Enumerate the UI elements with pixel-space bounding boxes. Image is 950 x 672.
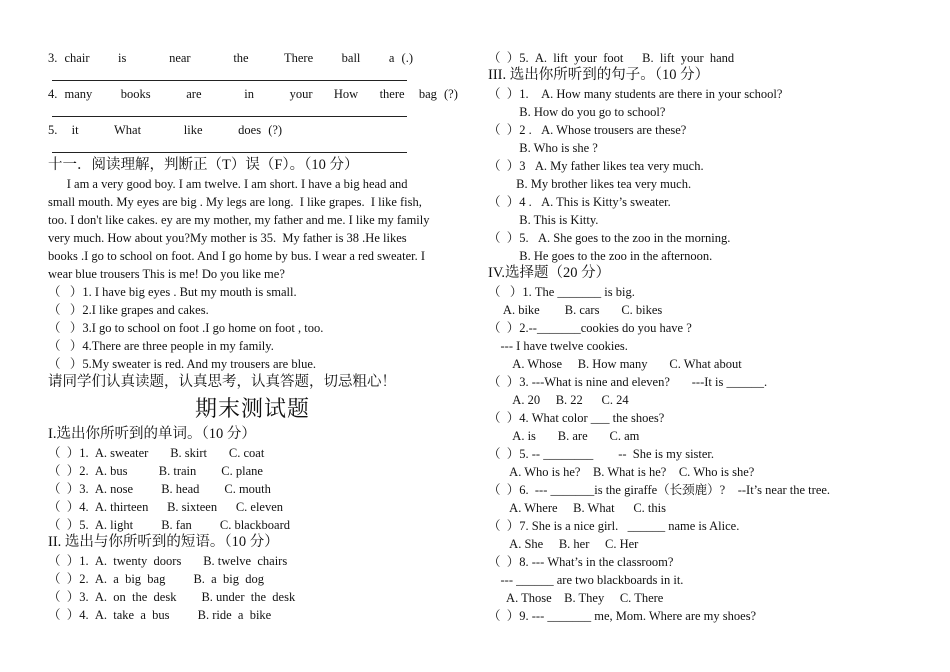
exam-title: 期末测试题 (195, 396, 311, 421)
section3-item[interactable]: （ ）3 A. My father likes tea very much. (488, 159, 704, 173)
section4-dialogue: --- ______ are two blackboards in it. (488, 573, 684, 587)
judgement-item[interactable]: （ ）4.There are three people in my family. (48, 339, 274, 353)
reorder-question-5: 5. it What like does (?) (48, 123, 283, 137)
section4-item[interactable]: （ ）8. --- What’s in the classroom? (488, 555, 674, 569)
section3-item[interactable]: （ ）5. A. She goes to the zoo in the morning. (488, 231, 731, 245)
section4-item[interactable]: （ ）3. ---What is nine and eleven? ---It is ______. (488, 375, 768, 389)
passage-line: books .I go to school on foot. And I go home by bus. I wear a red sweater. I (48, 249, 426, 263)
section4-item[interactable]: （ ）4. What color ___ the shoes? (488, 411, 665, 425)
section4-item[interactable]: （ ）6. --- _______is the giraffe（长颈鹿）? --It’s near the tree. (488, 483, 831, 497)
section2-item[interactable]: （ ）3. A. on the desk B. under the desk (48, 590, 296, 604)
section4-item[interactable]: （ ）1. The _______ is big. (488, 285, 635, 299)
passage-line: very much. How about you?My mother is 35. My father is 38 .He likes (48, 231, 407, 245)
section4-heading: IV.选择题（20 分） (488, 265, 611, 281)
section1-item[interactable]: （ ）3. A. nose B. head C. mouth (48, 482, 271, 496)
section2-heading: II. 选出与你所听到的短语。（10 分） (48, 534, 279, 550)
section4-item[interactable]: （ ）9. --- _______ me, Mom. Where are my shoes? (488, 609, 757, 623)
section2-item[interactable]: （ ）4. A. take a bus B. ride a bike (48, 608, 272, 622)
answer-line[interactable] (52, 152, 407, 153)
judgement-item[interactable]: （ ）5.My sweater is red. And my trousers are blue. (48, 357, 316, 371)
section2-item[interactable]: （ ）5. A. lift your foot B. lift your hand (488, 51, 735, 65)
passage-line: I am a very good boy. I am twelve. I am short. I have a big head and (48, 177, 408, 191)
section4-options: A. Who is he? B. What is he? C. Who is she? (488, 465, 755, 479)
judgement-item[interactable]: （ ）3.I go to school on foot .I go home on foot , too. (48, 321, 324, 335)
passage-line: wear blue trousers This is me! Do you like me? (48, 267, 285, 281)
section1-item[interactable]: （ ）1. A. sweater B. skirt C. coat (48, 446, 265, 460)
section4-options: A. Where B. What C. this (488, 501, 666, 515)
section4-options: A. bike B. cars C. bikes (488, 303, 663, 317)
section3-option: B. Who is she ? (488, 141, 598, 155)
section3-item[interactable]: （ ）1. A. How many students are there in your school? (488, 87, 783, 101)
section4-item[interactable]: （ ）7. She is a nice girl. ______ name is Alice. (488, 519, 740, 533)
section2-item[interactable]: （ ）1. A. twenty doors B. twelve chairs (48, 554, 288, 568)
section1-heading: I.选出你所听到的单词。（10 分） (48, 426, 256, 442)
reorder-question-4: 4. many books are in your How there bag (?) (48, 87, 458, 101)
section4-options: A. She B. her C. Her (488, 537, 639, 551)
section4-item[interactable]: （ ）2.--_______cookies do you have ? (488, 321, 692, 335)
answer-line[interactable] (52, 116, 407, 117)
answer-line[interactable] (52, 80, 407, 81)
reorder-question-3: 3. chair is near the There ball a (.) (48, 51, 414, 65)
passage-line: small mouth. My eyes are big . My legs are long. I like grapes. I like fish, (48, 195, 422, 209)
section1-item[interactable]: （ ）5. A. light B. fan C. blackboard (48, 518, 290, 532)
section4-options: A. Those B. They C. There (488, 591, 664, 605)
section4-dialogue: --- I have twelve cookies. (488, 339, 628, 353)
reminder-text: 请同学们认真读题，认真思考，认真答题，切忌粗心！ (48, 374, 396, 390)
section3-option: B. How do you go to school? (488, 105, 666, 119)
section3-heading: III. 选出你所听到的句子。（10 分） (488, 67, 710, 83)
section3-option: B. My brother likes tea very much. (488, 177, 692, 191)
passage-line: too. I don't like cakes. ey are my mother, my father and me. I like my family (48, 213, 430, 227)
section4-options: A. is B. are C. am (488, 429, 640, 443)
section1-item[interactable]: （ ）4. A. thirteen B. sixteen C. eleven (48, 500, 284, 514)
section1-item[interactable]: （ ）2. A. bus B. train C. plane (48, 464, 263, 478)
judgement-item[interactable]: （ ）1. I have big eyes . But my mouth is small. (48, 285, 297, 299)
section3-item[interactable]: （ ）2 . A. Whose trousers are these? (488, 123, 687, 137)
section4-item[interactable]: （ ）5. -- ________ -- She is my sister. (488, 447, 715, 461)
section4-options: A. 20 B. 22 C. 24 (488, 393, 629, 407)
section3-option: B. This is Kitty. (488, 213, 599, 227)
section4-options: A. Whose B. How many C. What about (488, 357, 742, 371)
section3-option: B. He goes to the zoo in the afternoon. (488, 249, 713, 263)
section3-item[interactable]: （ ）4 . A. This is Kitty’s sweater. (488, 195, 671, 209)
section2-item[interactable]: （ ）2. A. a big bag B. a big dog (48, 572, 264, 586)
judgement-item[interactable]: （ ）2.I like grapes and cakes. (48, 303, 209, 317)
reading-heading: 十一．阅读理解，判断正（T）误（F）。（10 分） (48, 157, 359, 173)
